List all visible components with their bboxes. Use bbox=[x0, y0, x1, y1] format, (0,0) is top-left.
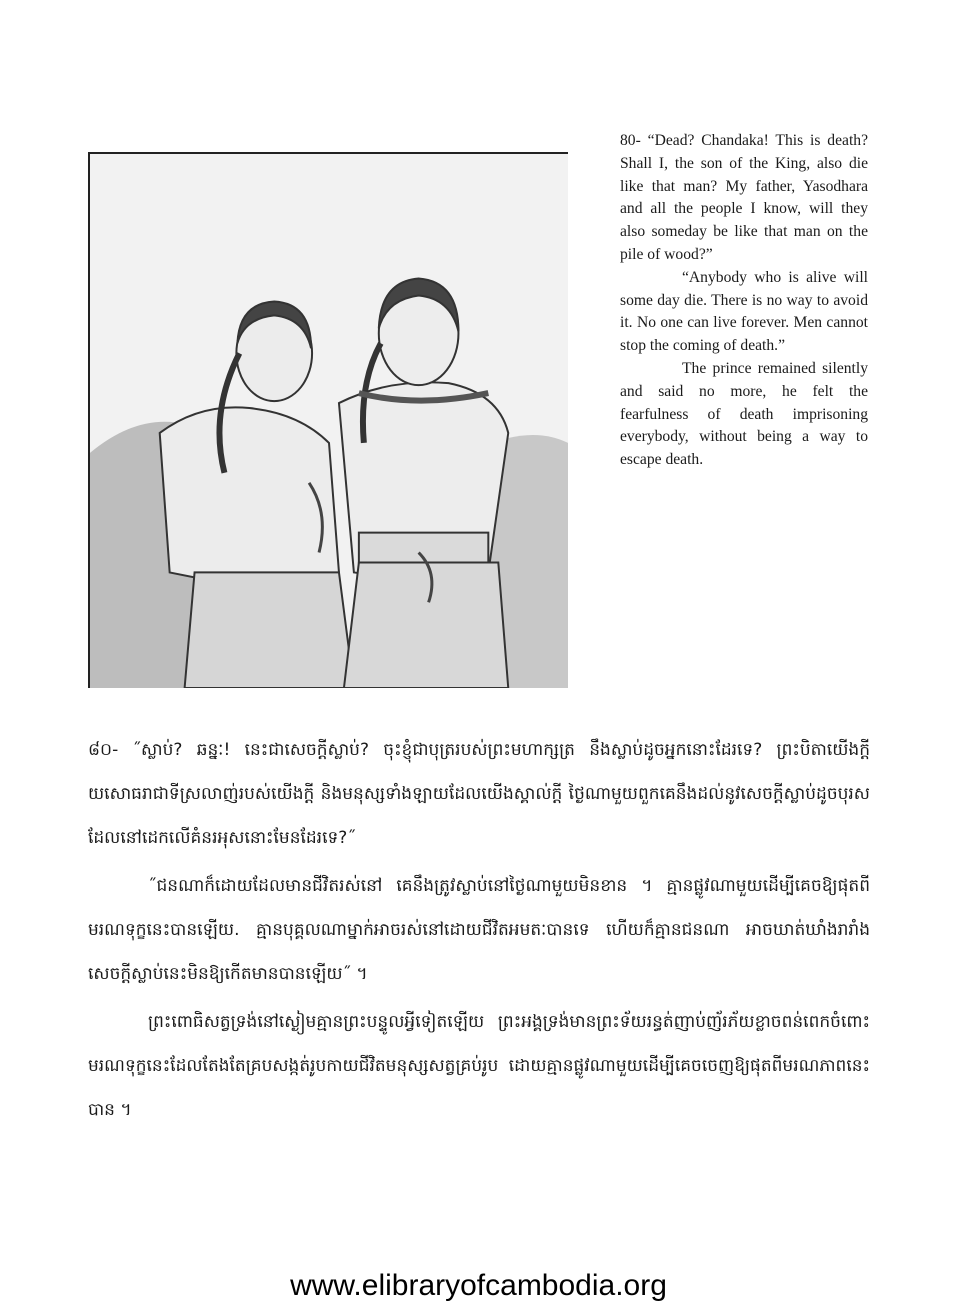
footer-url: www.elibraryofcambodia.org bbox=[290, 1269, 667, 1302]
illustration-two-men bbox=[88, 152, 568, 688]
illustration-drawing bbox=[90, 154, 568, 688]
khmer-paragraph-3: ព្រះពោធិសត្វទ្រង់នៅស្ងៀមគ្មានព្រះបន្ទូលអ្វីទៀតឡើយ ព្រះអង្គទ្រង់មានព្រះទ័យរន្ធត់ញាប់ញ័រភ័យខ្លាចពន់ពេកចំពោះមរណទុក្ខនេះដែលតែងតែគ្របសង្កត់រូបកាយជីវិតមនុស្សសត្វគ្រប់រូប ដោយគ្មានផ្លូវណាមួយដើម្បីគេចចេញឱ្យផុតពីមរណភាពនេះបាន ។ bbox=[88, 1012, 870, 1120]
khmer-paragraph-1: ៨០- ˝ស្លាប់? ឆន្នៈ! នេះជាសេចក្ដីស្លាប់? ចុះខ្ញុំជាបុត្ររបស់ព្រះមហាក្សត្រ នឹងស្លាប់ដូចអ្នកនោះដែរទេ? ព្រះបិតាយើងក្ដី យសោធរាជាទីស្រលាញ់របស់យើងក្ដី និងមនុស្សទាំងឡាយដែលយើងស្គាល់ក្ដី ថ្ងៃណាមួយពួកគេនឹងដល់នូវសេចក្ដីស្លាប់ដូចបុរសដែលនៅដេកលើគំនរអុសនោះមែនដែរទេ?˝ bbox=[88, 740, 870, 848]
khmer-text-block bbox=[88, 728, 870, 1136]
english-caption bbox=[620, 130, 868, 472]
english-paragraph-1: 80- “Dead? Chandaka! This is death? Shall I, the son of the King, also die like that man? My father, Yasodhara and all the people I know, will they also someday be like that man on the pile of wood?” bbox=[620, 132, 868, 263]
english-paragraph-3: The prince remained silently and said no more, he felt the fearfulness of death imprisoning everybody, without being a way to escape death. bbox=[620, 359, 868, 469]
english-paragraph-2: “Anybody who is alive will some day die. There is no way to avoid it. No one can live forever. Men cannot stop the coming of death.” bbox=[620, 268, 868, 355]
khmer-paragraph-2: ˝ជនណាក៏ដោយដែលមានជីវិតរស់នៅ គេនឹងត្រូវស្លាប់នៅថ្ងៃណាមួយមិនខាន ។ គ្មានផ្លូវណាមួយដើម្បីគេចឱ្យផុតពីមរណទុក្ខនេះបានឡើយ. គ្មានបុគ្គលណាម្នាក់អាចរស់នៅដោយជីវិតអមតៈបានទេ ហើយក៏គ្មានជនណា អាចឃាត់ឃាំងរារាំងសេចក្ដីស្លាប់នេះមិនឱ្យកើតមានបានឡើយ˝ ។ bbox=[88, 876, 870, 984]
